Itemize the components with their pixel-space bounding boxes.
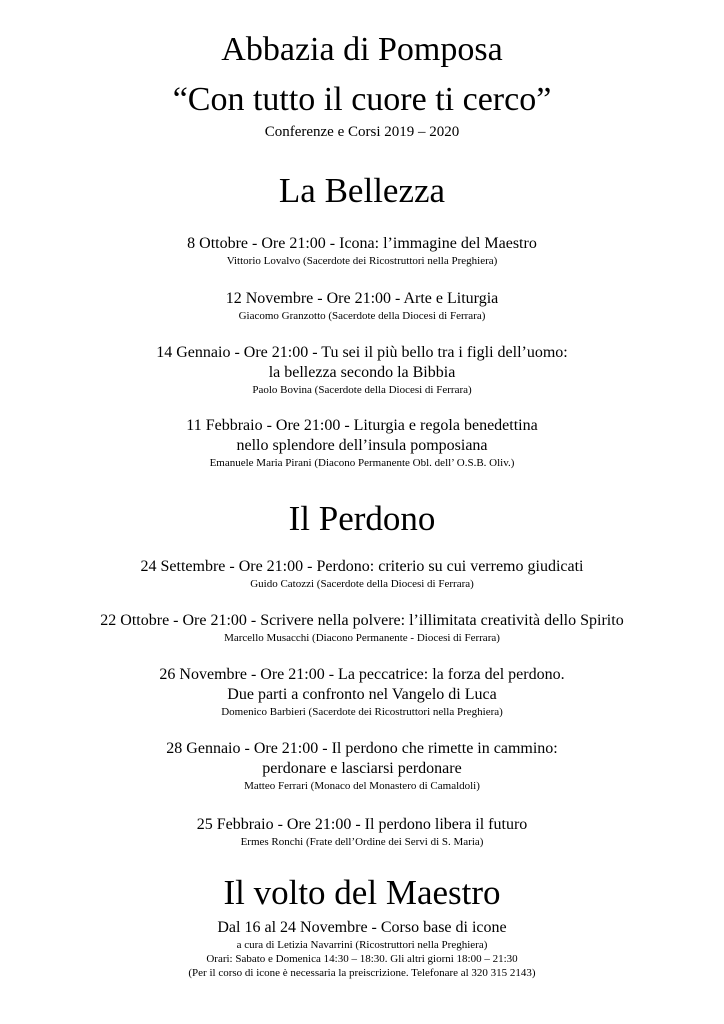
event-speaker: Guido Catozzi (Sacerdote della Diocesi di Ferrara) — [250, 578, 474, 590]
event-line: 25 Febbraio - Ore 21:00 - Il perdono libera il futuro — [196, 816, 528, 833]
event-speaker: Matteo Ferrari (Monaco del Monastero di Camaldoli) — [244, 780, 480, 792]
event-speaker: Marcello Musacchi (Diacono Permanente - Diocesi di Ferrara) — [224, 632, 500, 644]
event-line: 24 Settembre - Ore 21:00 - Perdono: criterio su cui verremo giudicati — [140, 558, 584, 575]
event-line: 22 Ottobre - Ore 21:00 - Scrivere nella polvere: l’illimitata creatività dello Spirito — [100, 612, 624, 629]
event-line-cont: perdonare e lasciarsi perdonare — [262, 760, 462, 777]
event-line: 12 Novembre - Ore 21:00 - Arte e Liturgia — [225, 290, 499, 307]
course-hours: Orari: Sabato e Domenica 14:30 – 18:30. Gli altri giorni 18:00 – 21:30 — [206, 953, 518, 965]
event-speaker: Ermes Ronchi (Frate dell’Ordine dei Servi di S. Maria) — [240, 836, 484, 848]
event-entry — [0, 343, 724, 397]
event-speaker: Vittorio Lovalvo (Sacerdote dei Ricostruttori nella Preghiera) — [226, 255, 498, 267]
event-speaker: Giacomo Granzotto (Sacerdote della Diocesi di Ferrara) — [238, 310, 486, 322]
section-title-volto: Il volto del Maestro — [223, 873, 501, 912]
event-entry — [0, 289, 724, 323]
event-line: 26 Novembre - Ore 21:00 - La peccatrice: la forza del perdono. — [159, 666, 565, 683]
event-entry — [0, 416, 724, 470]
page-motto: “Con tutto il cuore ti cerco” — [172, 81, 552, 118]
event-entry — [0, 611, 724, 645]
section-title-bellezza: La Bellezza — [278, 171, 446, 210]
event-entry — [0, 815, 724, 849]
course-note: (Per il corso di icone è necessaria la preiscrizione. Telefonare al 320 315 2143) — [188, 967, 536, 979]
course-info — [0, 918, 724, 980]
event-speaker: Domenico Barbieri (Sacerdote dei Ricostruttori nella Preghiera) — [221, 706, 503, 718]
event-line: 14 Gennaio - Ore 21:00 - Tu sei il più bello tra i figli dell’uomo: — [156, 344, 568, 361]
event-line-cont: nello splendore dell’insula pomposiana — [236, 437, 488, 454]
event-line-cont: Due parti a confronto nel Vangelo di Luca — [227, 686, 497, 703]
page-title: Abbazia di Pomposa — [221, 31, 503, 68]
event-speaker: Emanuele Maria Pirani (Diacono Permanente Obl. dell’ O.S.B. Oliv.) — [209, 457, 515, 469]
event-line-cont: la bellezza secondo la Bibbia — [268, 364, 456, 381]
course-line: Dal 16 al 24 Novembre - Corso base di icone — [217, 919, 507, 936]
event-line: 28 Gennaio - Ore 21:00 - Il perdono che rimette in cammino: — [166, 740, 558, 757]
event-entry — [0, 665, 724, 719]
event-entry — [0, 234, 724, 268]
event-line: 8 Ottobre - Ore 21:00 - Icona: l’immagine del Maestro — [187, 235, 537, 252]
event-speaker: Paolo Bovina (Sacerdote della Diocesi di Ferrara) — [252, 384, 472, 396]
event-entry — [0, 557, 724, 591]
course-teacher: a cura di Letizia Navarrini (Ricostruttori nella Preghiera) — [236, 939, 488, 951]
page-subtitle: Conferenze e Corsi 2019 – 2020 — [264, 124, 460, 140]
event-line: 11 Febbraio - Ore 21:00 - Liturgia e regola benedettina — [186, 417, 538, 434]
section-title-perdono: Il Perdono — [288, 499, 436, 538]
event-entry — [0, 739, 724, 793]
